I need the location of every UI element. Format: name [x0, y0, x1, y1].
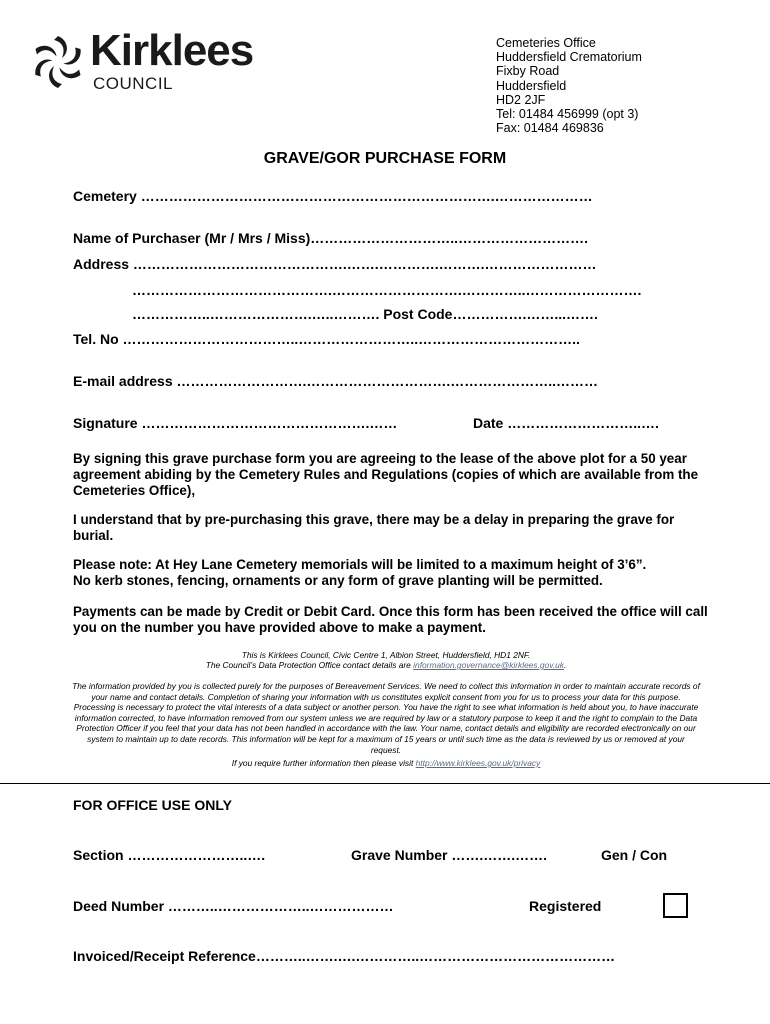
date-field[interactable]: Date ………………………..…. — [473, 415, 659, 431]
address-line: Cemeteries Office — [496, 36, 596, 50]
office-use-heading: FOR OFFICE USE ONLY — [73, 797, 232, 813]
office-divider — [0, 783, 770, 784]
address-line: Fixby Road — [496, 64, 560, 79]
gen-con-label: Gen / Con — [601, 847, 668, 863]
logo-wordmark: Kirklees — [90, 26, 254, 75]
tel-field[interactable]: Tel. No ………………………………..……………………..…………………………….. — [73, 331, 580, 347]
signature-field[interactable]: Signature ………………………………………….…… — [73, 415, 398, 431]
privacy-dpo-line — [72, 660, 700, 671]
form-title: GRAVE/GOR PURCHASE FORM — [263, 150, 507, 167]
delay-paragraph: I understand that by pre-purchasing this grave, there may be a delay in preparing the grave for burial. — [73, 512, 675, 543]
address-field-2[interactable]: …………………………………….……………………….…………..……………………. — [132, 282, 642, 298]
note-paragraph-1: Please note: At Hey Lane Cemetery memorials will be limited to a maximum height of 3’6”. — [73, 557, 647, 572]
address-line: Tel: 01484 456999 (opt 3) — [496, 107, 639, 122]
section-field[interactable]: Section ……………………..…. — [73, 847, 266, 863]
cemetery-field[interactable]: Cemetery ………………………………………………………………….………………… — [73, 188, 593, 204]
registered-label: Registered — [529, 898, 602, 914]
address-line: Fax: 01484 469836 — [496, 121, 604, 136]
kirklees-logo — [30, 26, 270, 102]
grave-number-field[interactable]: Grave Number …….…….……. — [351, 847, 548, 863]
purchaser-name-field[interactable]: Name of Purchaser (Mr / Mrs / Miss)…………………………..………………………. — [73, 230, 588, 246]
agreement-paragraph: By signing this grave purchase form you are agreeing to the lease of the above plot for a 50 year agreement abiding by the Cemetery Rules and Regulations (copies of which are available from the Cemeteries Office), — [73, 451, 699, 498]
address-line: Huddersfield Crematorium — [496, 50, 642, 65]
privacy-council-address: This is Kirklees Council, Civic Centre 1, Albion Street, Huddersfield, HD1 2NF. — [241, 650, 531, 660]
privacy-link[interactable]: http://www.kirklees.gov.uk/privacy — [415, 758, 541, 768]
address-line: HD2 2JF — [496, 92, 546, 107]
office-address — [496, 36, 642, 135]
address-postcode-field[interactable]: ……………..………………….…..………. Post Code…………….……...……. — [132, 306, 598, 322]
note-paragraph-2: No kerb stones, fencing, ornaments or any form of grave planting will be permitted. — [73, 573, 603, 588]
address-line: Huddersfield — [496, 78, 567, 93]
email-field[interactable]: E-mail address ……………………….………………………….…………………..……… — [73, 373, 599, 389]
deed-number-field[interactable]: Deed Number ………..………………..……………… — [73, 898, 394, 914]
kirklees-swirl-icon — [30, 34, 86, 90]
address-field-1[interactable]: Address ……………………………………….…….………….……….…………………… — [73, 256, 597, 272]
invoice-reference-field[interactable]: Invoiced/Receipt Reference………..…….….…………..…………………………………… — [73, 948, 616, 964]
registered-checkbox[interactable] — [663, 893, 688, 918]
dpo-email-link[interactable]: information.governance@kirklees.gov.uk — [413, 660, 564, 670]
privacy-dpo-suffix: . — [563, 660, 567, 670]
privacy-body: The information provided by you is collected purely for the purposes of Bereavement Services. We need to collect this information in order to maintain accurate records of your name and contact details. Completion of sharing your information with us constitutes explicit consent from you for us to process your data for this purpose. Processing is necessary to protect the vital interests of a data subject or another person. You have the right to see what information is held about you, to have inaccurate information corrected, to have information removed from our system unless we are required by law or a statutory purpose to keep it and the right to complain to the Data Protection Officer if you feel that your data has not been handled in accordance with the law. Your name, contact details and eligibility are recorded electronically on our system to maintain up to date records. This information will be kept for a maximum of 15 years or until such time as the data is reviewed by us or removed at your request. — [72, 681, 700, 755]
privacy-dpo-prefix: The Council’s Data Protection Office contact details are — [205, 660, 414, 670]
payments-paragraph: Payments can be made by Credit or Debit Card. Once this form has been received the office will call you on the number you have provided above to make a payment. — [73, 604, 708, 635]
privacy-further-line — [72, 758, 700, 769]
logo-council-text: COUNCIL — [93, 74, 174, 93]
privacy-further-prefix: If you require further information then please visit — [231, 758, 416, 768]
